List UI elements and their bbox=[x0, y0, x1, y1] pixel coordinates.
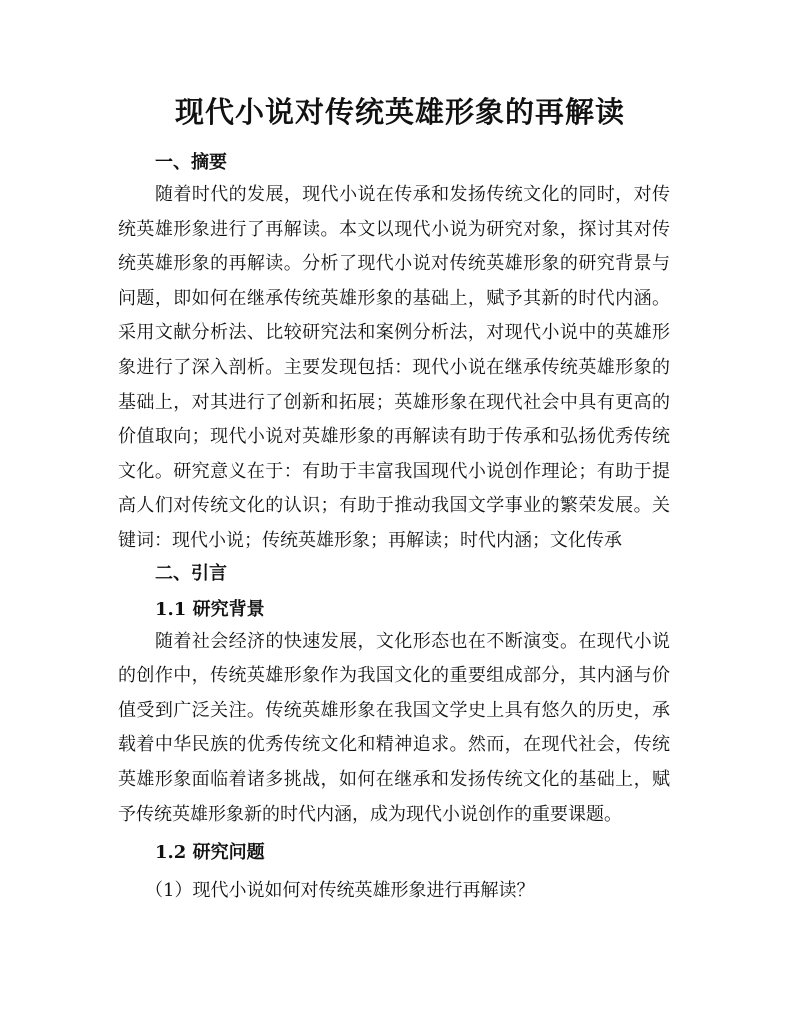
document-title: 现代小说对传统英雄形象的再解读 bbox=[174, 95, 625, 129]
research-question-1: （1）现代小说如何对传统英雄形象进行再解读？ bbox=[145, 880, 535, 902]
research-background-heading: 1.1 研究背景 bbox=[155, 598, 265, 620]
research-problem-heading: 1.2 研究问题 bbox=[155, 842, 265, 864]
abstract-heading: 一、摘要 bbox=[155, 152, 227, 173]
introduction-heading: 二、引言 bbox=[155, 562, 227, 584]
document-body bbox=[118, 148, 670, 906]
abstract-paragraph: 随着时代的发展，现代小说在传承和发扬传统文化的同时，对传统英雄形象进行了再解读。本文以现代小说为研究对象，探讨其对传统英雄形象的再解读。分析了现代小说对传统英雄形象的研究背景与问题，即如何在继承传统英雄形象的基础上，赋予其新的时代内涵。采用文献分析法、比较研究法和案例分析法，对现代小说中的英雄形象进行了深入剖析。主要发现包括：现代小说在继承传统英雄形象的基础上，对其进行了创新和拓展；英雄形象在现代社会中具有更高的价值取向；现代小说对英雄形象的再解读有助于传承和弘扬优秀传统文化。研究意义在于：有助于丰富我国现代小说创作理论；有助于提高人们对传统文化的认识；有助于推动我国文学事业的繁荣发展。关键词：现代小说；传统英雄形象；再解读；时代内涵；文化传承 bbox=[118, 184, 670, 551]
research-background-paragraph: 随着社会经济的快速发展，文化形态也在不断演变。在现代小说的创作中，传统英雄形象作为我国文化的重要组成部分，其内涵与价值受到广泛关注。传统英雄形象在我国文学史上具有悠久的历史，承载着中华民族的优秀传统文化和精神追求。然而，在现代社会，传统英雄形象面临着诸多挑战，如何在继承和发扬传统文化的基础上，赋予传统英雄形象新的时代内涵，成为现代小说创作的重要课题。 bbox=[118, 630, 670, 825]
